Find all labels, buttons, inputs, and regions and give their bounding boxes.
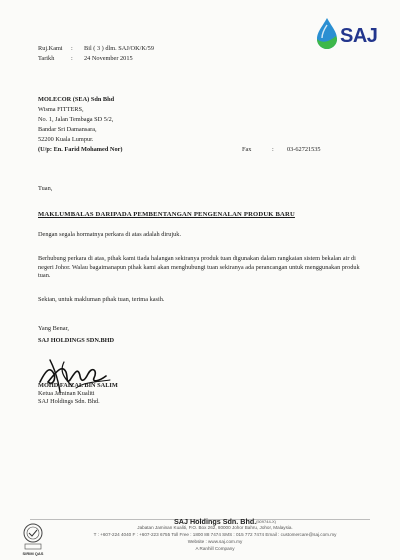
recipient-company: MOLECOR (SEA) Sdn Bhd [38, 96, 115, 103]
footer-company: SAJ Holdings Sdn. Bhd. [174, 517, 257, 526]
closing: Yang Benar, [38, 325, 69, 332]
signatory-block [38, 382, 118, 406]
salutation: Tuan, [38, 185, 53, 192]
footer-line: A Ranhill Company [195, 546, 235, 551]
date-label: Tarikh [38, 55, 55, 62]
address-line: Bandar Sri Damansara, [38, 126, 97, 133]
body-paragraph: Berhubung perkara di atas, pihak kami tiada halangan sekiranya produk tuan digunakan dalam rangkaian sistem bekalan air di negeri Johor. Walau bagaimanapun pihak kami akan menghubungi tuan sekiranya ada perancangan untuk menggunakan produk tuan. [38, 255, 360, 280]
footer-line: Website : www.saj.com.my [187, 539, 243, 544]
attention-line: (U/p: En. Farid Mohamed Nor) [38, 146, 123, 153]
saj-logo [313, 16, 389, 50]
recipient-address [38, 96, 122, 156]
signatory-name: MOHD FAIZAL BIN SALIM [38, 382, 118, 389]
fax-colon: : [272, 146, 274, 153]
ref-value: Bil ( 3 ) dlm. SAJ/OK/K/59 [84, 45, 154, 52]
ref-colon: : [71, 45, 73, 52]
address-line: 52200 Kuala Lumpur. [38, 136, 94, 143]
address-line: No. 1, Jalan Tembaga SD 5/2, [38, 116, 114, 123]
letter-subject: MAKLUMBALAS DARIPADA PEMBENTANGAN PENGENALAN PRODUK BARU [38, 211, 295, 218]
footer-registration: (509744-X) [256, 519, 277, 524]
sender-company: SAJ HOLDINGS SDN.BHD [38, 337, 115, 344]
fax-label: Fax [242, 146, 252, 153]
date-colon: : [71, 55, 73, 62]
address-line: Wisma FITTERS, [38, 106, 84, 113]
date-value: 24 November 2015 [84, 55, 133, 62]
seal-caption: SIRIM QAS [22, 551, 44, 556]
footer-line: Jabatan Jaminan Kualiti, P.O. Box 262, 80000 Johor Bahru, Johor, Malaysia. [137, 525, 293, 530]
footer-line: T : +607-224 4040 F : +607-223 6755 Toll Free : 1800 88 7474 SMS : 015 772 7474 Email : customercare@saj.com.my [93, 532, 337, 537]
water-drop-icon [313, 16, 343, 50]
signatory-company: SAJ Holdings Sdn. Bhd. [38, 398, 100, 405]
fax-number: 03-62721535 [287, 146, 321, 153]
signatory-title: Ketua Jaminan Kualiti [38, 390, 95, 397]
ref-label: Ruj.Kami [38, 45, 63, 52]
body-paragraph: Sekian, untuk makluman pihak tuan, terima kasih. [38, 296, 165, 303]
body-paragraph: Dengan segala hormatnya perkara di atas adalah dirujuk. [38, 231, 182, 238]
logo-wordmark: SAJ [340, 25, 378, 47]
